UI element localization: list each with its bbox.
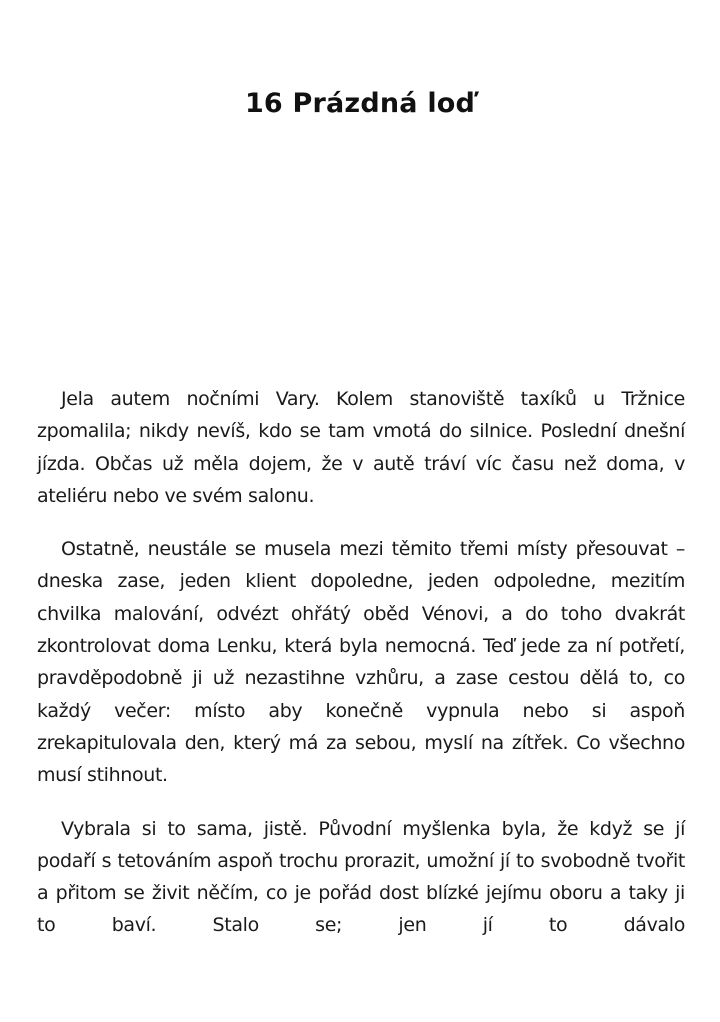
paragraph-3: Vybrala si to sama, jistě. Původní myšlenka byla, že když se jí podaří s tetováním aspoň trochu prorazit, umožní jí to svobodně tvořit a přitom se živit něčím, co je pořád dost blízké jejímu oboru a taky ji to baví. Stalo se; jen jí to dávalo xyxy=(37,817,685,937)
paragraph-1: Jela autem nočními Vary. Kolem stanoviště taxíků u Tržnice zpomalila; nikdy nevíš, kdo se tam vmotá do silnice. Poslední dnešní jízda. Občas už měla dojem, že v autě tráví víc času než doma, v ateliéru nebo ve svém salonu. xyxy=(37,388,685,507)
chapter-body xyxy=(37,383,685,963)
chapter-title: 16 Prázdná loď xyxy=(244,88,476,119)
paragraph-2: Ostatně, neustále se musela mezi těmito třemi místy přesouvat – dneska zase, jeden klient dopoledne, jeden odpoledne, mezitím chvilka malování, odvézt ohřátý oběd Vénovi, a do toho dvakrát zkontrolovat doma Lenku, která byla nemocná. Teď jede za ní potřetí, pravděpodobně ji už nezastihne vzhůru, a zase cestou dělá to, co každý večer: místo aby konečně vypnula nebo si aspoň zrekapitulovala den, který má za sebou, myslí na zítřek. Co všechno musí stihnout. xyxy=(37,538,685,787)
